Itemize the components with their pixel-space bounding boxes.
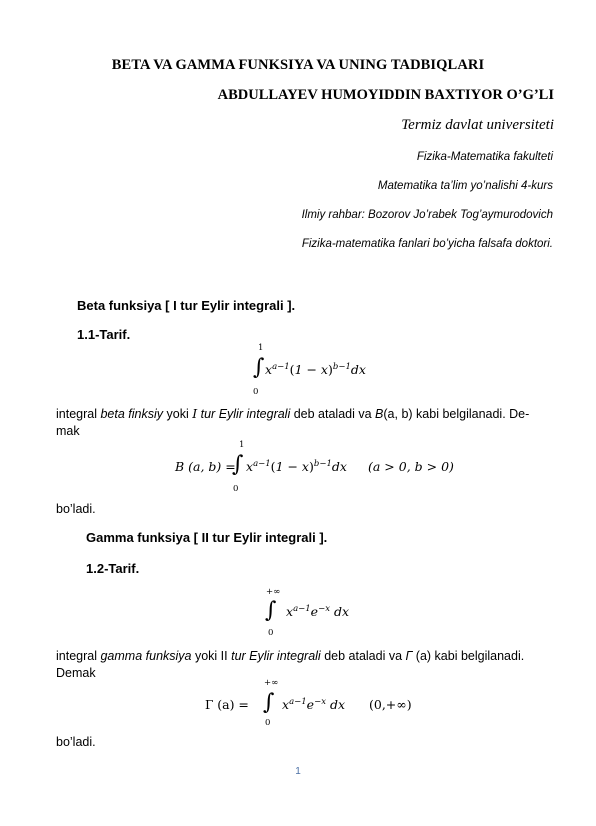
eq1-upper-limit: 1 — [239, 440, 245, 450]
gamma-paragraph: integral gamma funksiya yoki II tur Eylir integrali deb ataladi va Г (a) kabi belgilanadi. Demak — [56, 649, 525, 680]
eq2-integrand: $x^{a-1}e^{-x}$ dx — [282, 696, 346, 712]
eq1-integral-sign: ∫ — [232, 452, 244, 477]
integrand2: $x^{a-1}e^{-x}$ dx — [286, 603, 350, 619]
section-heading-beta: Beta funksiya [ I tur Eylir integrali ]. — [77, 298, 296, 313]
gamma-eq-lhs: Г (a) = — [205, 697, 249, 712]
gamma-closing: bo’ladi. — [56, 735, 96, 749]
university: Termiz davlat universiteti — [401, 117, 554, 133]
author-name: ABDULLAYEV HUMOYIDDIN BAXTIYOR O’G’LI — [217, 87, 554, 103]
beta-closing: bo’ladi. — [56, 502, 96, 516]
gamma-eq-condition: (0,+∞) — [369, 697, 412, 712]
integral-sign: ∫ — [253, 355, 265, 380]
program: Matematika ta’lim yo’nalishi 4-kurs — [377, 180, 553, 192]
definition-label-1-1: 1.1-Tarif. — [77, 327, 131, 342]
integral2-upper-limit: +∞ — [266, 587, 281, 597]
integral2-lower-limit: 0 — [268, 628, 274, 638]
beta-eq-lhs: B (a, b) = — [175, 459, 236, 474]
page-number: 1 — [295, 766, 301, 777]
integral-upper-limit: 1 — [258, 343, 264, 353]
eq2-upper-limit: +∞ — [264, 678, 279, 688]
faculty: Fizika-Matematika fakulteti — [416, 151, 553, 163]
beta-eq-condition: (a > 0, b > 0) — [368, 459, 454, 474]
paper-title: BETA VA GAMMA FUNKSIYA VA UNING TADBIQLARI — [111, 57, 485, 73]
definition-label-1-2: 1.2-Tarif. — [86, 561, 140, 576]
integral2-sign: ∫ — [265, 598, 277, 623]
section-heading-gamma: Gamma funksiya [ II tur Eylir integrali ]. — [86, 530, 328, 545]
beta-paragraph: integral beta finksiy yoki I tur Eylir integrali deb ataladi va B(a, b) kabi belgilanadi. De-mak — [56, 406, 530, 438]
integral-lower-limit: 0 — [253, 387, 259, 397]
integrand: $x^{a-1}(1 - x)^{b-1}dx$ — [265, 361, 366, 377]
advisor: Ilmiy rahbar: Bozorov Jo’rabek Tog’aymurodovich — [301, 209, 553, 221]
advisor-title: Fizika-matematika fanlari bo’yicha falsafa doktori. — [301, 238, 553, 250]
eq1-integrand: $x^{a-1}(1 - x)^{b-1}dx$ — [246, 458, 347, 474]
eq1-lower-limit: 0 — [233, 484, 239, 494]
eq2-integral-sign: ∫ — [263, 690, 275, 715]
eq2-lower-limit: 0 — [265, 718, 271, 728]
